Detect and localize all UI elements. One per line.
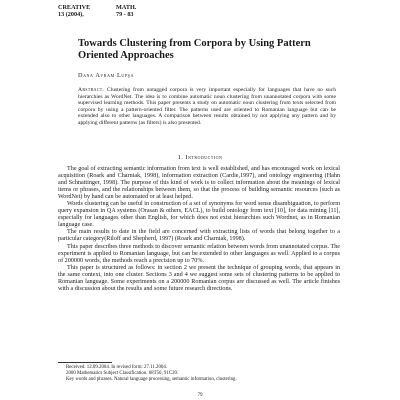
journal-header — [58, 4, 136, 18]
abstract-text: Clustering from untagged corpora is very important especially for languages that have no such hierarchies as WordNet. The idea is to combine automatic noun clustering from unannotated corpora with some supervised learning methods. This paper presents a study on automatic noun clustering from texts selected from corpora by using a pattern-oriented filter. The patterns used are oriented to Romanian language but can be extended also to other languages. A comparison between results obtained by not applying any pattern and by applying different patterns (as filters) is also presented. — [78, 87, 336, 126]
paragraph: Words clustering can be useful in construction of a set of synonyms for word sense disambiguation, to perform query expansion in QA systems (Orasan & others, EACL), to build ontology from text [10], for data mining [11], especially for languages other than English, for which does not exist hierarchies such Wordnet, as in Romanian language case. — [58, 201, 340, 229]
body-text — [58, 166, 340, 293]
paragraph: This paper describes three methods to discover semantic relation between words from unannotated corpus. The experiment is applied to Romanian language, but can be extended to other languages as well. Applied to a corpus of 200000 words, the methods reach a precision up to 70%. — [58, 243, 340, 264]
footnotes — [58, 365, 342, 383]
footnote-keywords: Key words and phrases. Natural language processing, semantic information, clustering. — [66, 377, 237, 382]
abstract — [78, 87, 336, 127]
section-heading: 1. Introduction — [177, 154, 223, 161]
paper-author: Dana Avram Lupşa — [78, 72, 134, 79]
footnote-classification: 2000 Mathematics Subject Classification. 68T50, 91C20. — [66, 371, 179, 376]
paragraph: The goal of extracting semantic information from text is well established, and has encouraged work on lexical acquisition (Roark and Charniak, 1998), information extraction (Cardie,1997), and ontology engineering (Hahn and Schnattinger, 1998). The purpose of this kind of work is to collect information about the meanings of lexical items or phrases, and the relationships between them, so that the process of building semantic resources (such as WordNet) by hand can be automated or at least helped. — [58, 166, 340, 201]
footnote-received: Received: 12.09.2004. In revised form: 27.11.2004. — [66, 365, 168, 370]
journal-name: CREATIVE — [58, 4, 91, 11]
abstract-label: Abstract. — [78, 87, 105, 93]
journal-pages: 79 - 83 — [116, 11, 134, 19]
paper-title: Towards Clustering from Corpora by Using Pattern Oriented Approaches — [78, 38, 311, 61]
journal-subject: MATH. — [116, 4, 137, 11]
journal-volume: 13 (2004), — [58, 11, 84, 19]
paragraph: This paper is structured as follows: in section 2 we present the technique of grouping words, that appears in the same context, into one cluster. Sections 3 and 4 we suggest some sets of clustering patterns to be applied to Romanian language. Some experiments on a 200000 Romanian corpus are discussed as well. The article finishes with a discussion about the results and some future research directions. — [58, 264, 340, 292]
footnote-divider — [58, 362, 112, 363]
paragraph: The main results to date in the field are concerned with extracting lists of words that belong together to a particular category(Riloff and Shepherd, 1997) (Roark and Charniak, 1998). — [58, 229, 340, 243]
page-number: 79 — [197, 393, 203, 398]
